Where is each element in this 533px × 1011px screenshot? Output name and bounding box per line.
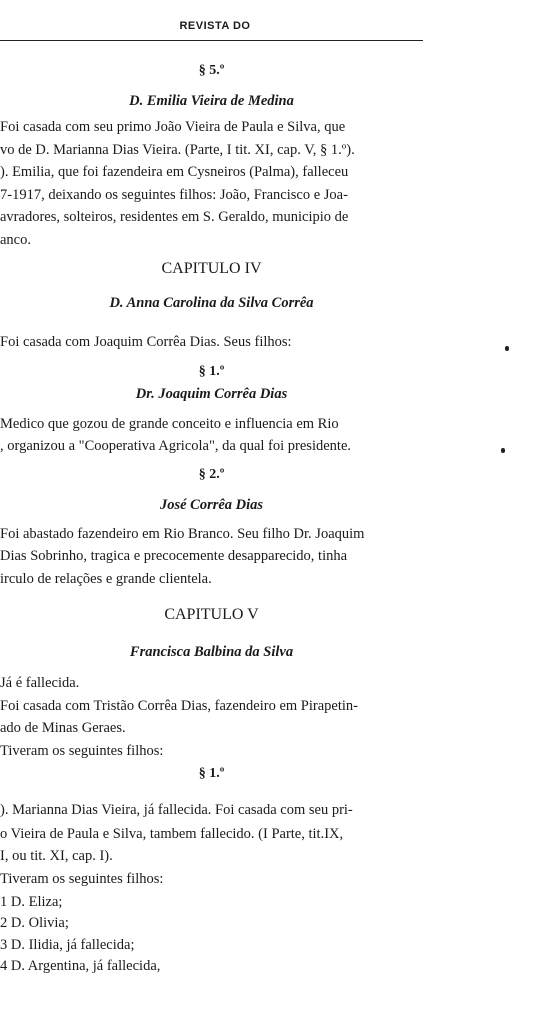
body-text-line: 7-1917, deixando os seguintes filhos: João, Francisco e Joa- <box>0 187 348 203</box>
body-text-line: Foi abastado fazendeiro em Rio Branco. Seu filho Dr. Joaquim <box>0 526 365 542</box>
section-heading: § 1.º <box>198 766 225 781</box>
body-text-line: ). Marianna Dias Vieira, já fallecida. Foi casada com seu pri- <box>0 802 353 818</box>
body-text-line: irculo de relações e grande clientela. <box>0 571 212 587</box>
body-text-line: o Vieira de Paula e Silva, tambem fallecido. (I Parte, tit.IX, <box>0 826 344 842</box>
body-text-line: 3 D. Ilidia, já fallecida; <box>0 937 135 953</box>
section-heading: § 5.º <box>198 63 225 78</box>
running-header: REVISTA DO <box>179 20 251 32</box>
person-heading: José Corrêa Dias <box>159 497 264 513</box>
chapter-heading: CAPITULO IV <box>161 260 262 277</box>
body-text-line: ado de Minas Geraes. <box>0 720 126 736</box>
body-text-line: Medico que gozou de grande conceito e influencia em Rio <box>0 416 339 432</box>
person-heading: D. Emilia Vieira de Medina <box>129 93 294 109</box>
header-rule <box>0 40 423 41</box>
section-heading: § 2.º <box>198 467 225 482</box>
body-text-line: Foi casada com Joaquim Corrêa Dias. Seus filhos: <box>0 334 292 350</box>
body-text-line: 2 D. Olivia; <box>0 915 69 931</box>
body-text-line: , organizou a "Cooperativa Agricola", da qual foi presidente. <box>0 438 352 454</box>
speck-mark <box>501 448 505 453</box>
body-text-line: Tiveram os seguintes filhos: <box>0 871 164 887</box>
body-text-line: Tiveram os seguintes filhos: <box>0 743 164 759</box>
section-heading: § 1.º <box>198 364 225 379</box>
speck-mark <box>505 346 509 351</box>
body-text-line: Dias Sobrinho, tragica e precocemente desapparecido, tinha <box>0 548 348 564</box>
body-text-line: Já é fallecida. <box>0 675 80 691</box>
body-text-line: I, ou tit. XI, cap. I). <box>0 848 113 864</box>
body-text-line: ). Emilia, que foi fazendeira em Cysneiros (Palma), falleceu <box>0 164 349 180</box>
body-text-line: 4 D. Argentina, já fallecida, <box>0 958 161 974</box>
body-text-line: Foi casada com seu primo João Vieira de Paula e Silva, que <box>0 119 346 135</box>
body-text-line: 1 D. Eliza; <box>0 894 63 910</box>
body-text-line: Foi casada com Tristão Corrêa Dias, fazendeiro em Pirapetin- <box>0 698 358 714</box>
person-heading: Francisca Balbina da Silva <box>129 644 294 660</box>
chapter-heading: CAPITULO V <box>164 606 259 623</box>
body-text-line: avradores, solteiros, residentes em S. Geraldo, municipio de <box>0 209 349 225</box>
body-text-line: anco. <box>0 232 31 248</box>
person-heading: Dr. Joaquim Corrêa Dias <box>135 386 288 402</box>
person-heading: D. Anna Carolina da Silva Corrêa <box>109 295 314 311</box>
body-text-line: vo de D. Marianna Dias Vieira. (Parte, I tit. XI, cap. V, § 1.º). <box>0 142 355 158</box>
